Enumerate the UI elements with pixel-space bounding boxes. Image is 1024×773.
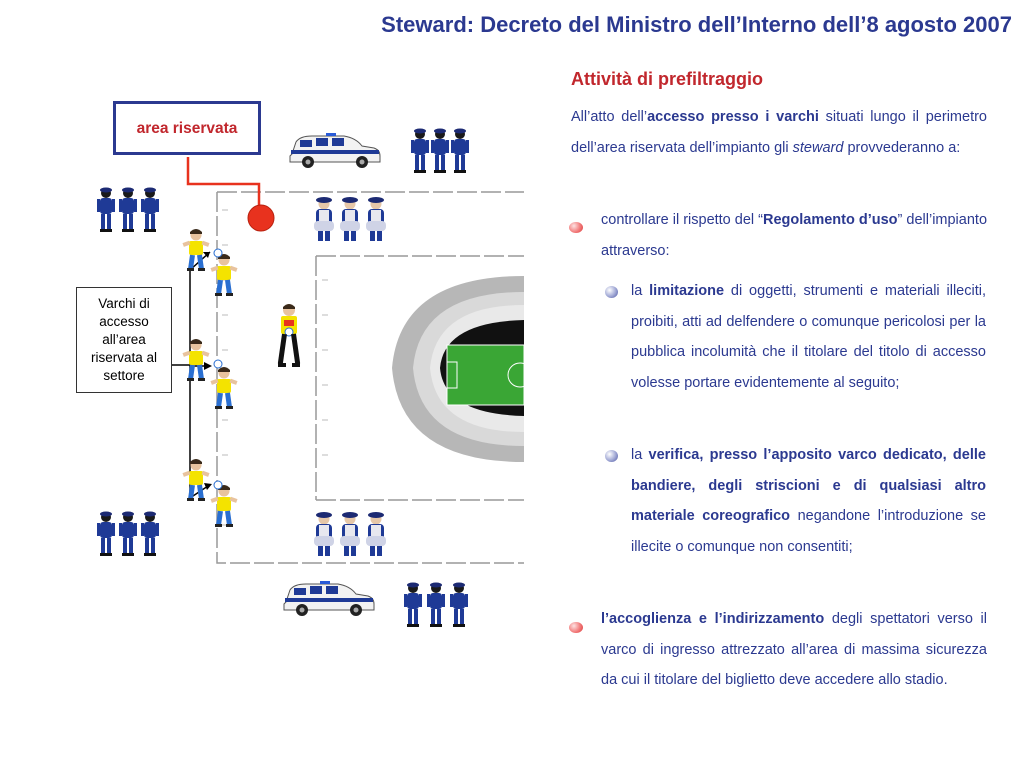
bullet-blue-icon xyxy=(605,286,618,298)
bullet-red-icon xyxy=(569,622,583,633)
intro-bold: accesso presso i varchi xyxy=(647,109,819,125)
riot-police-group-icon xyxy=(314,197,386,241)
bullet-red-icon xyxy=(569,222,583,233)
intro-italic: steward xyxy=(792,139,844,156)
varchi-label-box: Varchi di accesso all’area riservata al settore xyxy=(76,287,172,393)
bullet-item-accoglienza xyxy=(601,604,987,696)
checkpoint-marker xyxy=(248,205,274,231)
riot-police-group-icon xyxy=(314,512,386,556)
police-car-icon xyxy=(284,581,374,616)
steward-bib-icon xyxy=(278,304,300,367)
item-text: la xyxy=(631,447,649,463)
item-bold: verifica, presso l’apposito varco dedicato, delle bandiere, degli striscioni e di qualsiasi altro materiale coreografico xyxy=(631,447,986,524)
item-text: controllare il rispetto del “ xyxy=(601,212,763,228)
section-subtitle: Attività di prefiltraggio xyxy=(571,69,764,89)
page-title: Steward: Decreto del Ministro dell’Interno dell’8 agosto 2007 xyxy=(381,12,1012,37)
stadium-icon xyxy=(392,276,524,462)
bullet-item-regolamento xyxy=(601,205,987,266)
item-text: di oggetti, strumenti e materiali illeciti, proibiti, atti ad delfendere o comunque pericolosi per la pubblica incolumità che il titolare del titolo di accesso volesse portare evidentemente al seguito; xyxy=(631,283,986,391)
area-riservata-box: area riservata xyxy=(113,101,261,155)
intro-text: All’atto dell’ xyxy=(571,109,648,125)
item-text: negandone l’introduzione se illecite o comunque non consentiti; xyxy=(631,508,986,555)
sub-item-verifica xyxy=(631,440,986,562)
police-group-icon xyxy=(97,188,159,233)
intro-text: situati lungo il perimetro dell’area riservata dell’impianto gli xyxy=(571,109,987,156)
police-group-icon xyxy=(97,512,159,557)
intro-text: provvederanno a: xyxy=(843,139,961,156)
police-group-icon xyxy=(404,583,468,628)
item-bold: Regolamento d’uso xyxy=(763,212,898,228)
item-text: ” dell’impianto attraverso: xyxy=(601,212,988,259)
police-car-icon xyxy=(290,133,380,168)
item-text: degli spettatori verso il varco di ingresso attrezzato all’area di massima sicurezza da cui il titolare del biglietto deve accedere allo stadio. xyxy=(601,611,987,688)
item-text: la xyxy=(631,283,650,299)
bullet-blue-icon xyxy=(605,450,618,462)
item-bold: limitazione xyxy=(649,283,725,299)
item-bold: l’accoglienza e l’indirizzamento xyxy=(601,611,825,627)
police-group-icon xyxy=(411,129,469,174)
intro-paragraph xyxy=(571,102,987,163)
sub-item-limitazione xyxy=(631,276,986,398)
